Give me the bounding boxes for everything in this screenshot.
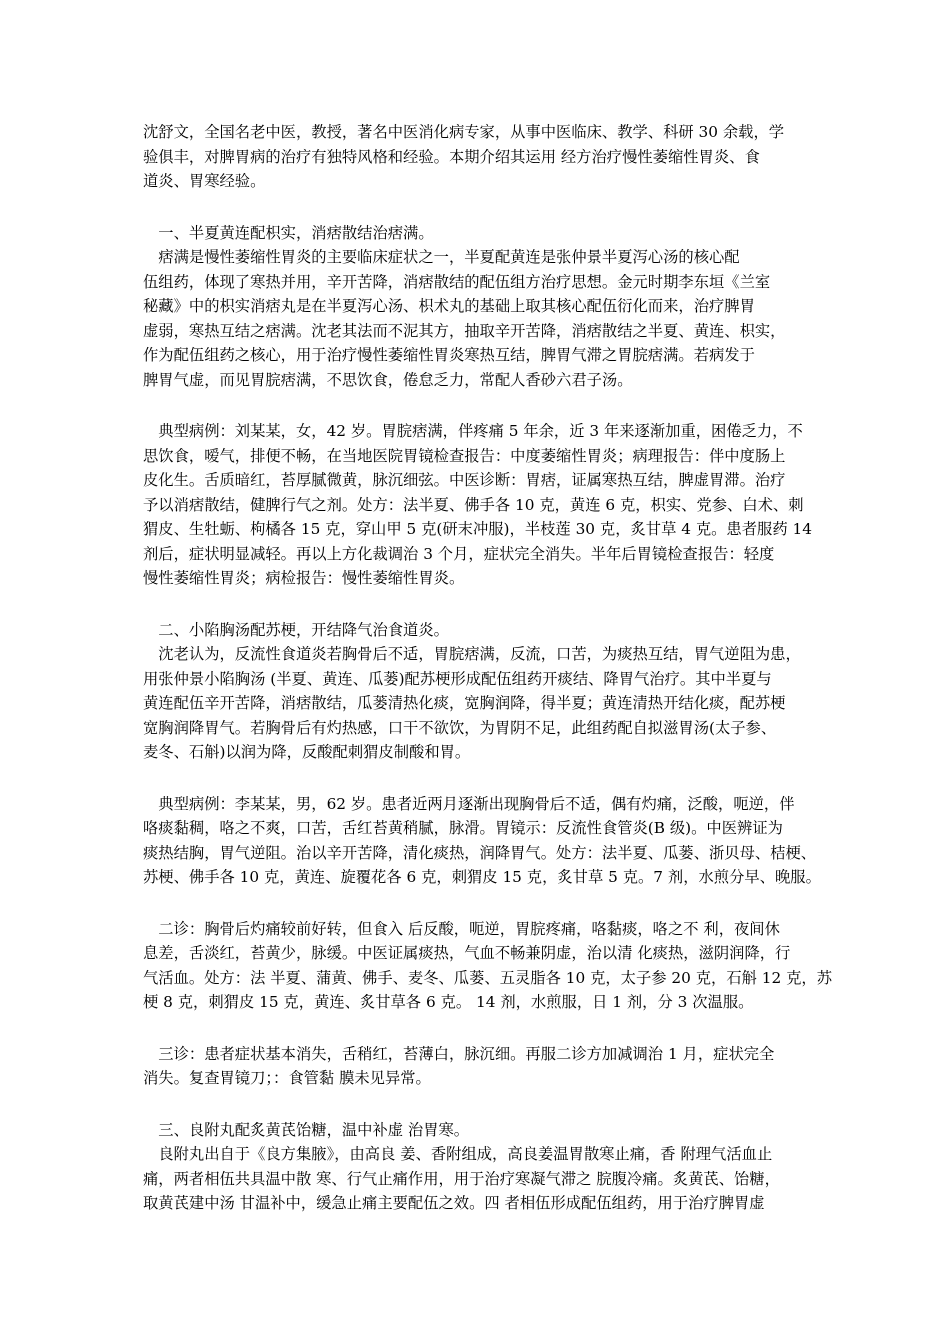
text-line: 二诊：胸骨后灼痛较前好转，但食入 后反酸，呃逆，胃脘疼痛，咯黏痰，咯之不 利，夜间休 [143,919,780,938]
section-1-paragraph [143,245,813,392]
third-visit-paragraph [143,1042,813,1091]
intro-paragraph [143,120,813,194]
text-line: 宽胸润降胃气。若胸骨后有灼热感，口干不欲饮，为胃阴不足，此组药配自拟滋胃汤(太子参、 [143,718,777,737]
section-heading: 一、半夏黄连配枳实，消痞散结治痞满。 [143,223,434,242]
section-3-paragraph [143,1142,813,1216]
text-line: 三诊：患者症状基本消失，舌稍红，苔薄白，脉沉细。再服二诊方加减调治 1 月，症状完全 [143,1044,775,1063]
text-line: 秘藏》中的枳实消痞丸是在半夏泻心汤、枳术丸的基础上取其核心配伍衍化而来，治疗脾胃 [143,297,755,315]
text-line: 苏梗、佛手各 10 克，黄连、旋覆花各 6 克，刺猬皮 15 克，炙甘草 5 克。7 剂，水煎分早、晚服。 [143,868,821,886]
text-line: 梗 8 克，刺猬皮 15 克，黄连、炙甘草各 6 克。 14 剂，水煎服，日 1 剂，分 3 次温服。 [143,993,754,1011]
text-line: 典型病例：李某某，男，62 岁。患者近两月逐渐出现胸骨后不适，偶有灼痛，泛酸，呃逆，伴 [143,794,795,813]
text-line: 伍组药，体现了寒热并用，辛开苦降，消痞散结的配伍组方治疗思想。金元时期李东垣《兰室 [143,272,771,291]
text-line: 沈老认为，反流性食道炎若胸骨后不适，胃脘痞满，反流，口苦，为痰热互结，胃气逆阻为患， [143,645,801,663]
text-line: 用张仲景小陷胸汤 (半夏、黄连、瓜蒌)配苏梗形成配伍组药开痰结、降胃气治疗。其中半夏与 [143,669,772,688]
section-2-paragraph [143,642,813,765]
document-page [143,120,833,1216]
text-line: 息差，舌淡红，苔黄少，脉缓。中医证属痰热，气血不畅兼阴虚，治以清 化痰热，滋阴润降，行 [143,944,791,962]
text-line: 取黄芪建中汤 甘温补中，缓急止痛主要配伍之效。四 者相伍形成配伍组药，用于治疗脾胃虚 [143,1194,765,1212]
text-line: 气活血。处方：法 半夏、蒲黄、佛手、麦冬、瓜蒌、五灵脂各 10 克，太子参 20 克，石斛 12 克，苏 [143,968,833,987]
text-line: 痞满是慢性萎缩性胃炎的主要临床症状之一，半夏配黄连是张仲景半夏泻心汤的核心配 [143,248,740,266]
text-line: 验俱丰，对脾胃病的治疗有独特风格和经验。本期介绍其运用 经方治疗慢性萎缩性胃炎、食 [143,147,760,166]
text-line: 作为配伍组药之核心，用于治疗慢性萎缩性胃炎寒热互结，脾胃气滞之胃脘痞满。若病发于 [143,346,755,364]
text-line: 痛，两者相伍共具温中散 寒、行气止痛作用，用于治疗寒凝气滞之 脘腹冷痛。炙黄芪、饴糖， [143,1169,780,1188]
text-line: 猬皮、生牡蛎、枸橘各 15 克，穿山甲 5 克(研末冲服)，半枝莲 30 克，炙甘草 4 克。患者服药 14 [143,520,812,538]
text-line: 麦冬、石斛)以润为降，反酸配刺猬皮制酸和胃。 [143,743,471,761]
text-line: 剂后，症状明显减轻。再以上方化裁调治 3 个月，症状完全消失。半年后胃镜检查报告：轻度 [143,544,775,563]
text-line: 消失。复查胃镜刀；：食管黏 膜未见异常。 [143,1069,431,1087]
case-1-paragraph [143,419,813,591]
text-line: 慢性萎缩性胃炎；病检报告：慢性萎缩性胃炎。 [143,569,465,587]
text-line: 思饮食，嗳气，排便不畅，在当地医院胃镜检查报告：中度萎缩性胃炎；病理报告：伴中度肠上 [143,446,786,465]
text-line: 沈舒文，全国名老中医，教授，著名中医消化病专家，从事中医临床、教学、科研 30 余载，学 [143,123,785,141]
section-heading: 二、小陷胸汤配苏梗，开结降气治食道炎。 [143,620,449,639]
text-line: 虚弱，寒热互结之痞满。沈老其法而不泥其方，抽取辛开苦降，消痞散结之半夏、黄连、枳实， [143,321,786,340]
text-line: 皮化生。舌质暗红，苔厚腻微黄，脉沉细弦。中医诊断：胃痞，证属寒热互结，脾虚胃滞。治疗 [143,471,786,489]
case-2-paragraph [143,792,821,890]
text-line: 良附丸出自于《良方集腋》，由高良 姜、香附组成，高良姜温胃散寒止痛，香 附理气活血止 [143,1145,773,1163]
text-line: 黄连配伍辛开苦降，消痞散结，瓜蒌清热化痰，宽胸润降，得半夏；黄连清热开结化痰，配苏梗 [143,694,786,712]
text-line: 咯痰黏稠，咯之不爽，口苦，舌红苔黄稍腻，脉滑。胃镜示：反流性食管炎(B 级)。中医辨证为 [143,819,783,837]
text-line: 予以消痞散结，健脾行气之剂。处方：法半夏、佛手各 10 克，黄连 6 克，枳实、党参、白术、刺 [143,495,804,514]
text-line: 脾胃气虚，而见胃脘痞满，不思饮食，倦怠乏力，常配人香砂六君子汤。 [143,370,633,389]
section-heading: 三、良附丸配炙黄芪饴糖，温中补虚 治胃寒。 [143,1120,470,1139]
text-line: 典型病例：刘某某，女，42 岁。胃脘痞满，伴疼痛 5 年余，近 3 年来逐渐加重，困倦乏力，不 [143,422,803,440]
text-line: 道炎、胃寒经验。 [143,172,266,190]
text-line: 痰热结胸，胃气逆阻。治以辛开苦降，清化痰热，润降胃气。处方：法半夏、瓜蒌、浙贝母、桔梗、 [143,843,817,862]
second-visit-paragraph [143,917,833,1015]
